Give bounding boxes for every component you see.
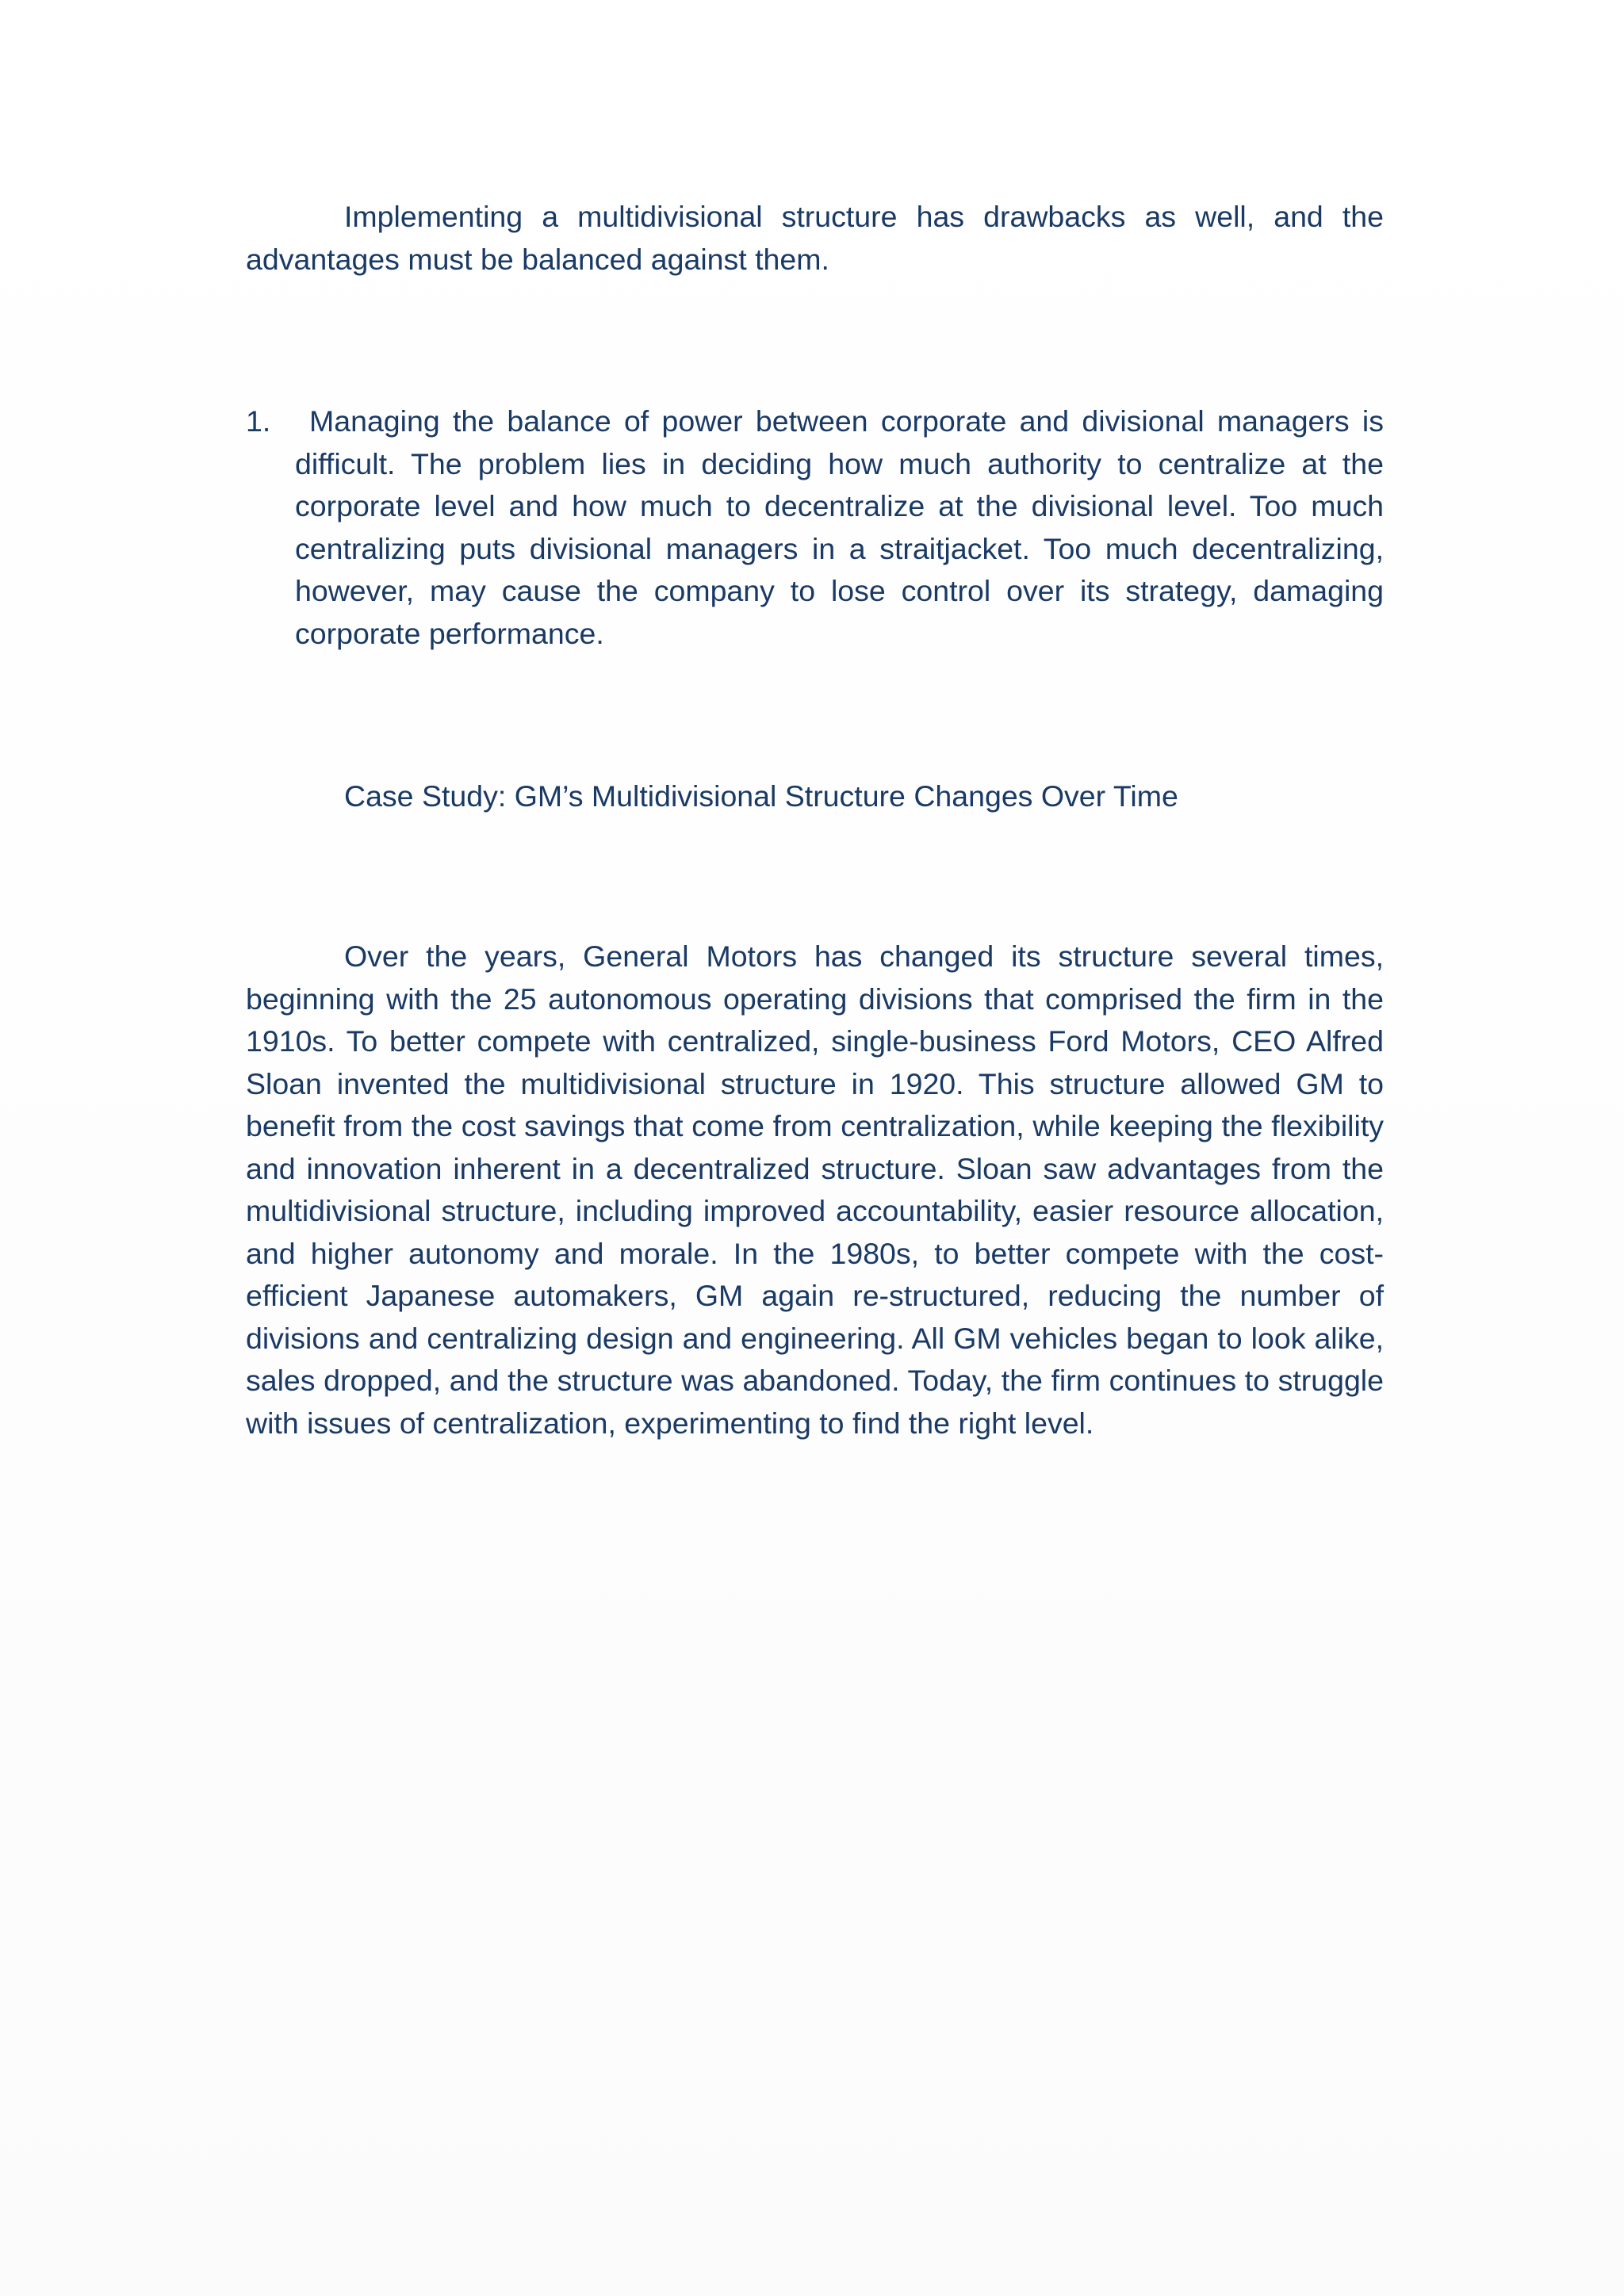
list-item-number: 1. bbox=[246, 404, 271, 438]
intro-paragraph: Implementing a multidivisional structure has drawbacks as well, and the advantages must be balanced against them. bbox=[246, 200, 1384, 276]
case-study-paragraph: Over the years, General Motors has changed its structure several times, beginning with the 25 autonomous operating divisions that comprised the firm in the 1910s. To better compete with centralized, single-business Ford Motors, CEO Alfred Sloan invented the multidivisional structure in 1920. This structure allowed GM to benefit from the cost savings that come from centralization, while keeping the flexibility and innovation inherent in a decentralized structure. Sloan saw advantages from the multidivisional structure, including improved accountability, easier resource allocation, and higher autonomy and morale. In the 1980s, to better compete with the cost-efficient Japanese automakers, GM again re-structured, reducing the number of divisions and centralizing design and engineering. All GM vehicles began to look alike, sales dropped, and the structure was abandoned. Today, the firm continues to struggle with issues of centralization, experimenting to find the right level. bbox=[246, 939, 1384, 1440]
list-item-text: Managing the balance of power between corporate and divisional managers is difficult. The problem lies in deciding how much authority to centralize at the corporate level and how much to decentralize at the divisional level. Too much centralizing puts divisional managers in a straitjacket. Too much decentralizing, however, may cause the company to lose control over its strategy, damaging corporate performance. bbox=[295, 404, 1384, 650]
case-study-heading: Case Study: GM’s Multidivisional Structure Changes Over Time bbox=[344, 779, 1178, 813]
drawback-list-item bbox=[246, 400, 1384, 655]
